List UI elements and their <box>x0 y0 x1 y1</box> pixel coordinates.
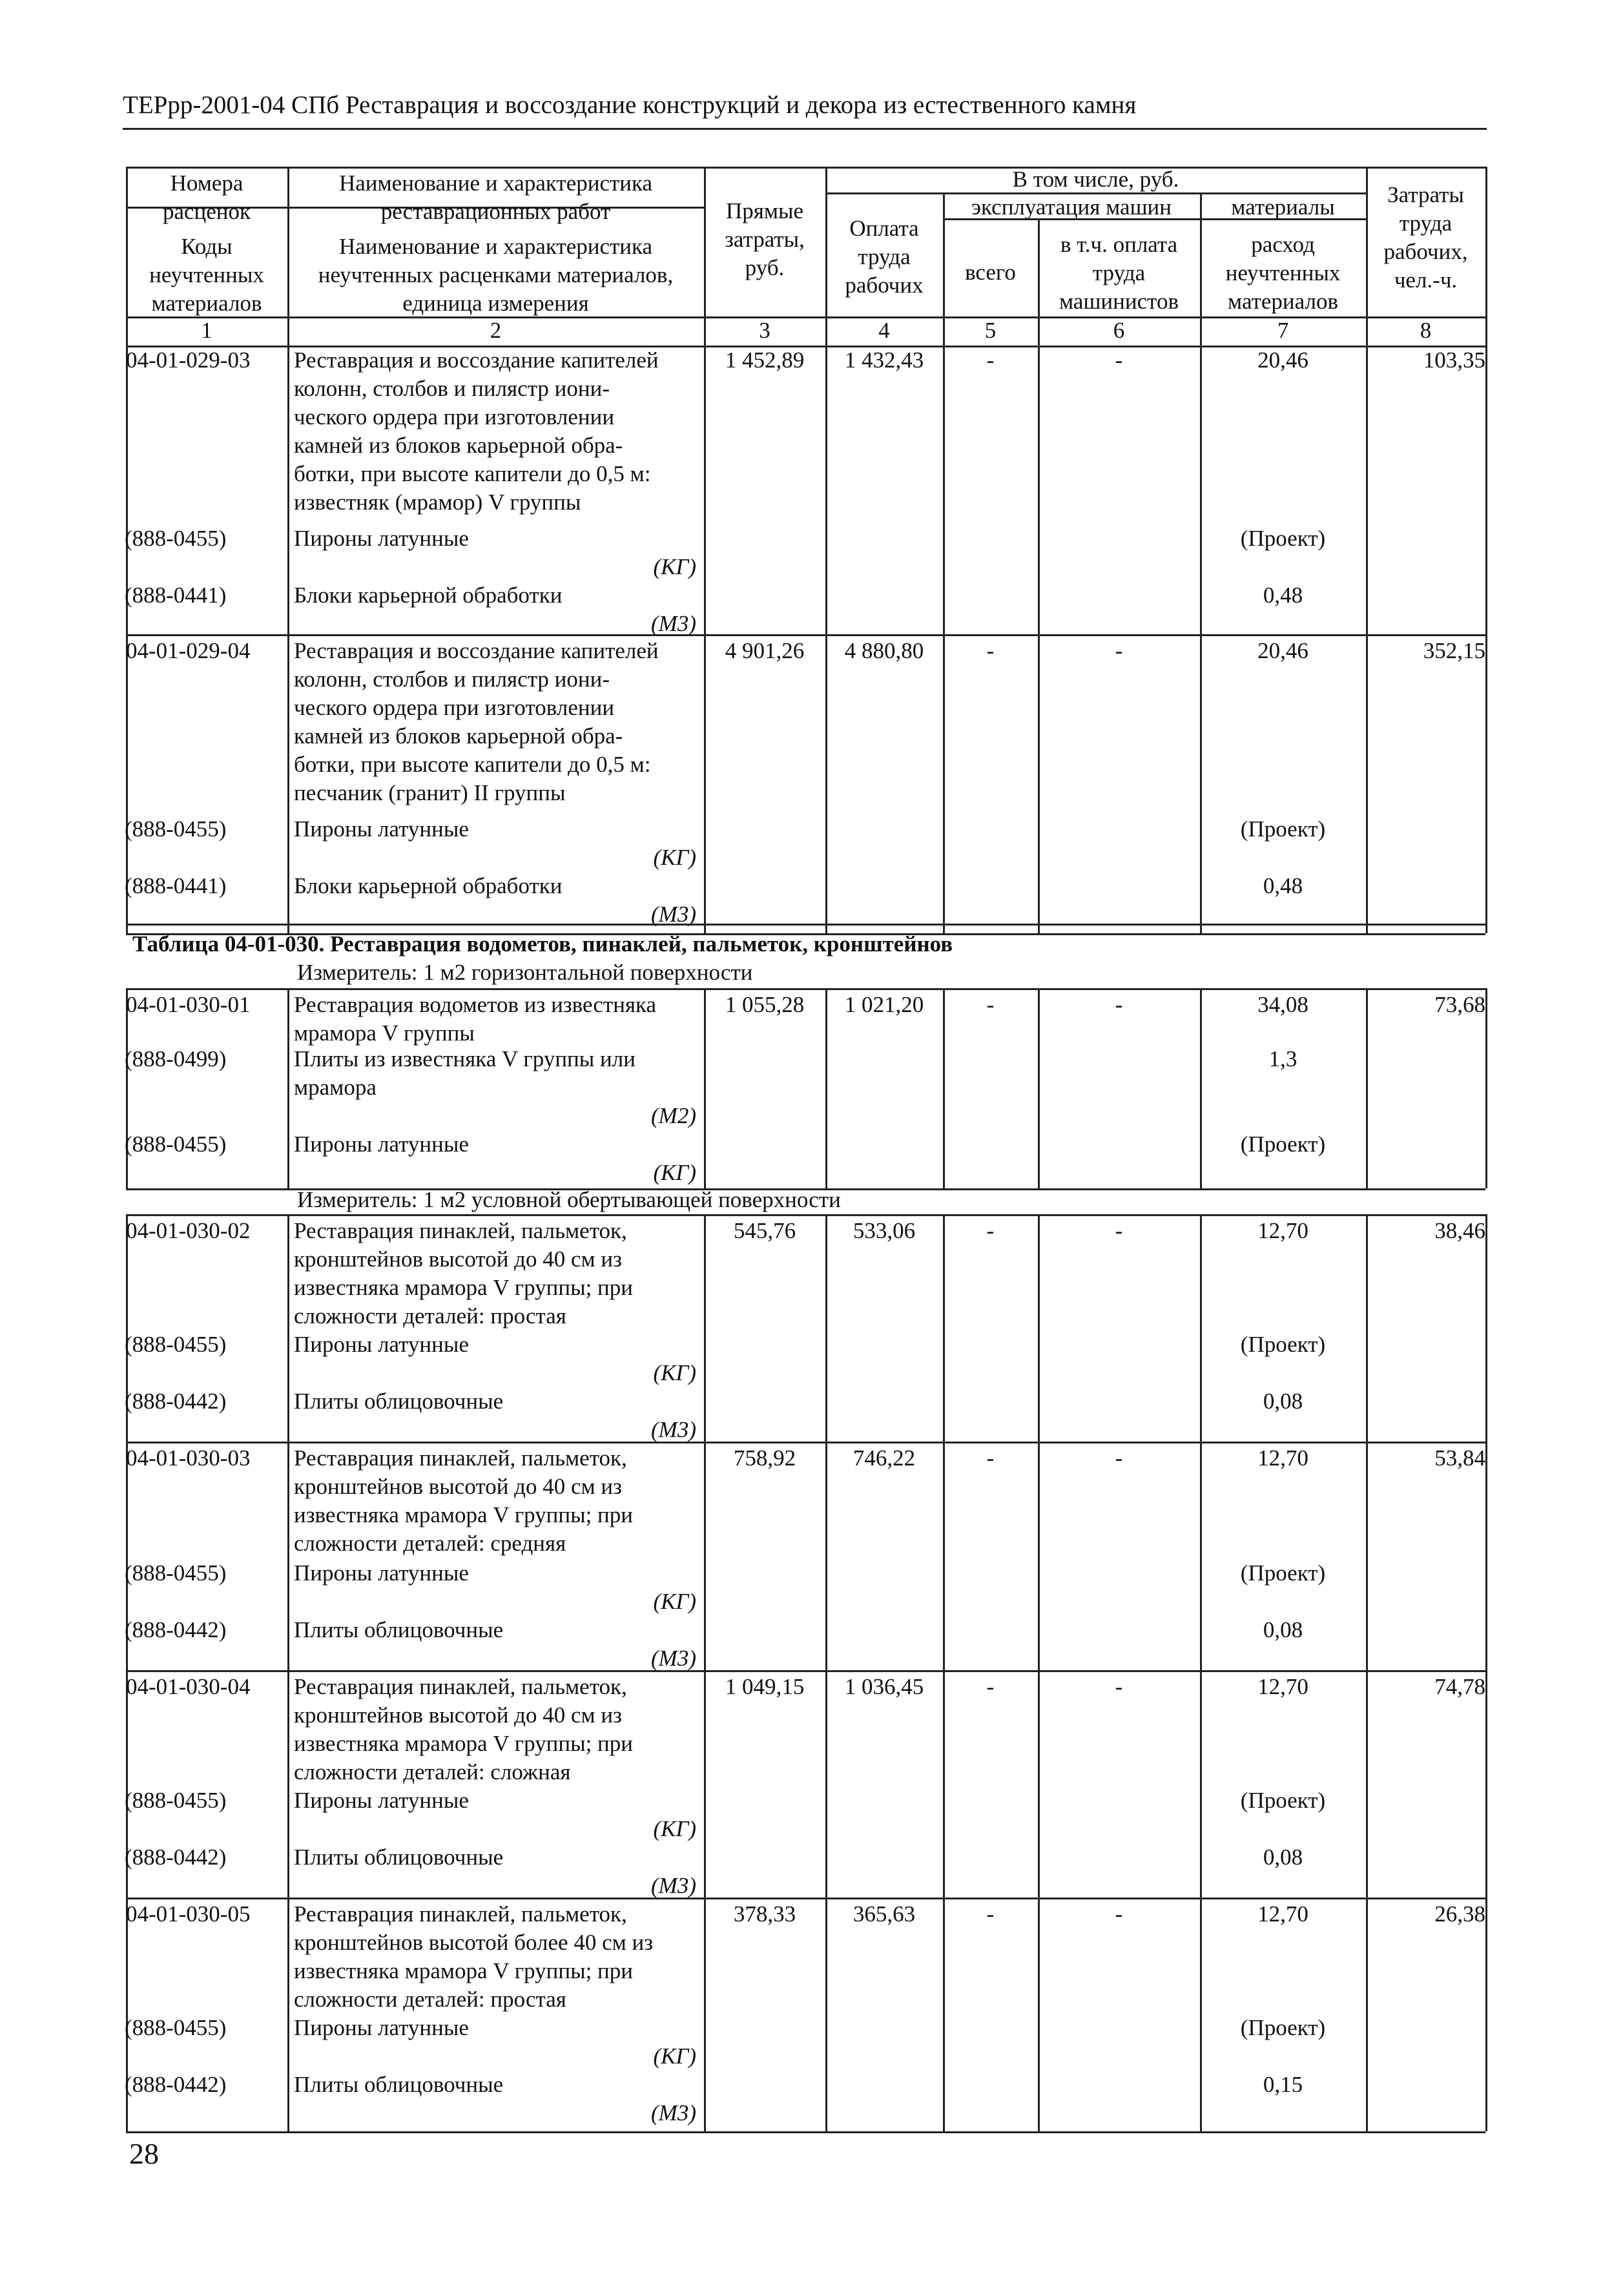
material-consumption: 1,3 <box>1268 1046 1297 1071</box>
material-name: Блоки карьерной обработки <box>294 583 563 608</box>
labor-cost: 365,63 <box>853 1901 916 1927</box>
section-top-border <box>126 988 1485 990</box>
direct-cost: 758,92 <box>733 1445 796 1471</box>
machinist-cost: - <box>1115 1901 1123 1927</box>
unit-tag: (М2) <box>651 1103 696 1128</box>
column-number: 7 <box>1277 318 1289 343</box>
block-divider <box>126 1442 1485 1443</box>
materials-cost: 34,08 <box>1257 992 1308 1017</box>
machine-cost: - <box>986 1445 995 1471</box>
materials-cost: 12,70 <box>1257 1218 1308 1243</box>
header-col3: Прямые затраты, руб. <box>725 198 805 280</box>
material-code: (888-0441) <box>125 873 227 898</box>
machine-cost: - <box>986 638 995 663</box>
labor-cost: 1 432,43 <box>844 347 924 373</box>
rate-code: 04-01-029-04 <box>126 638 251 663</box>
header-col8: Затраты труда рабочих, чел.-ч. <box>1383 182 1468 293</box>
rate-code: 04-01-029-03 <box>126 347 251 373</box>
materials-cost: 12,70 <box>1257 1901 1308 1927</box>
direct-cost: 545,76 <box>733 1218 796 1243</box>
unit-tag: (М3) <box>651 611 696 636</box>
unit-tag: (КГ) <box>653 1589 696 1614</box>
material-consumption: 0,48 <box>1263 583 1303 608</box>
block-divider <box>126 1670 1485 1672</box>
material-code: (888-0455) <box>125 816 227 842</box>
unit-tag: (М3) <box>651 1417 696 1442</box>
direct-cost: 1 452,89 <box>725 347 805 373</box>
material-code: (888-0455) <box>125 1132 227 1157</box>
labor-cost: 1 036,45 <box>844 1674 924 1699</box>
column-number: 1 <box>201 318 212 343</box>
direct-cost: 1 055,28 <box>725 992 805 1017</box>
material-consumption: (Проект) <box>1240 526 1326 551</box>
labor-hours: 73,68 <box>1434 992 1485 1017</box>
machine-cost: - <box>986 347 995 373</box>
machinist-cost: - <box>1115 992 1123 1017</box>
rate-description: Реставрация и воссоздание капителей колонн, столбов и пилястр иони- ческого ордера при изготовлении камней из блоков карьерной обра- ботки, при высоте капители до 0,5 м: песчаник (гранит) II группы <box>294 638 659 805</box>
header-col2-top: Наименование и характеристика реставрационных работ <box>338 171 653 224</box>
rate-code: 04-01-030-03 <box>126 1445 251 1471</box>
column-number: 6 <box>1113 318 1125 343</box>
rate-description: Реставрация пинаклей, пальметок, кронштейнов высотой до 40 см из известняка мрамора V группы; при сложности деталей: средняя <box>294 1445 634 1556</box>
rate-description: Реставрация и воссоздание капителей колонн, столбов и пилястр иони- ческого ордера при изготовлении камней из блоков карьерной обра- ботки, при высоте капители до 0,5 м: известняк (мрамор) V группы <box>294 347 659 515</box>
col-divider <box>704 167 706 933</box>
direct-cost: 1 049,15 <box>725 1674 805 1699</box>
table-bottom-border <box>126 2131 1485 2133</box>
labor-hours: 53,84 <box>1434 1445 1485 1471</box>
labor-cost: 4 880,80 <box>844 638 924 663</box>
col-divider <box>287 1214 289 2131</box>
measure-unit: Измеритель: 1 м2 горизонтальной поверхности <box>297 960 753 985</box>
material-consumption: (Проект) <box>1240 1332 1326 1357</box>
rate-description: Реставрация пинаклей, пальметок, кронштейнов высотой до 40 см из известняка мрамора V группы; при сложности деталей: сложная <box>294 1674 634 1784</box>
unit-tag: (КГ) <box>653 1160 696 1185</box>
labor-hours: 38,46 <box>1434 1218 1485 1243</box>
rate-description: Реставрация пинаклей, пальметок, кронштейнов высотой более 40 см из известняка мрамора V группы; при сложности деталей: простая <box>294 1901 654 2012</box>
material-code: (888-0441) <box>125 583 227 608</box>
column-number: 4 <box>878 318 890 343</box>
col-divider <box>1485 988 1487 1188</box>
material-code: (888-0455) <box>125 1788 227 1813</box>
material-code: (888-0455) <box>125 1560 227 1586</box>
material-code: (888-0455) <box>125 526 227 551</box>
unit-tag: (М3) <box>651 902 696 927</box>
column-number: 2 <box>490 318 502 343</box>
material-consumption: (Проект) <box>1240 1132 1326 1157</box>
page-header: ТЕРрр-2001-04 СПб Реставрация и воссоздание конструкций и декора из естественного камня <box>123 91 1137 119</box>
machinist-cost: - <box>1115 1445 1123 1471</box>
measure-unit: Измеритель: 1 м2 условной обертывающей поверхности <box>297 1187 841 1212</box>
unit-tag: (М3) <box>651 1873 696 1898</box>
rate-code: 04-01-030-05 <box>126 1901 251 1927</box>
material-code: (888-0442) <box>125 2072 227 2097</box>
header-machines: эксплуатация машин <box>971 194 1172 220</box>
machinist-cost: - <box>1115 1218 1123 1243</box>
header-materials: материалы <box>1231 194 1335 220</box>
unit-tag: (КГ) <box>653 1816 696 1841</box>
unit-tag: (М3) <box>651 1646 696 1671</box>
col-divider <box>943 192 945 933</box>
labor-hours: 26,38 <box>1434 1901 1485 1927</box>
material-consumption: 0,15 <box>1263 2072 1303 2097</box>
column-number: 5 <box>984 318 997 343</box>
labor-cost: 1 021,20 <box>844 992 924 1017</box>
materials-cost: 20,46 <box>1257 347 1308 373</box>
column-number: 8 <box>1420 318 1432 343</box>
material-name: Пироны латунные <box>294 526 469 551</box>
machine-cost: - <box>986 1901 995 1927</box>
block-divider <box>126 924 1485 926</box>
material-code: (888-0499) <box>125 1046 227 1071</box>
material-consumption: 0,48 <box>1263 873 1303 898</box>
header-col5: всего <box>965 260 1016 285</box>
unit-tag: (КГ) <box>653 2043 696 2069</box>
col-divider <box>1485 1214 1487 2131</box>
labor-hours: 103,35 <box>1423 347 1485 373</box>
labor-hours: 352,15 <box>1423 638 1485 663</box>
material-consumption: 0,08 <box>1263 1389 1303 1414</box>
labor-hours: 74,78 <box>1434 1674 1485 1699</box>
header-group: В том числе, руб. <box>1012 167 1179 192</box>
material-code: (888-0455) <box>125 1332 227 1357</box>
material-name: Пироны латунные <box>294 1788 469 1813</box>
material-consumption: (Проект) <box>1240 1788 1326 1813</box>
material-name: Плиты облицовочные <box>294 1617 504 1642</box>
rate-description: Реставрация водометов из известняка мрамора V группы <box>294 992 657 1046</box>
material-name: Пироны латунные <box>294 2015 469 2040</box>
material-code: (888-0455) <box>125 2015 227 2040</box>
col-divider <box>1366 167 1368 933</box>
material-consumption: (Проект) <box>1240 816 1326 842</box>
machine-cost: - <box>986 992 995 1017</box>
material-consumption: 0,08 <box>1263 1845 1303 1870</box>
header-col1-bottom: Коды неучтенных материалов <box>149 234 264 316</box>
col-divider <box>825 167 827 933</box>
material-name: Плиты облицовочные <box>294 2072 504 2097</box>
column-number: 3 <box>759 318 770 343</box>
rate-code: 04-01-030-04 <box>126 1674 251 1699</box>
header-col7: расход неучтенных материалов <box>1225 232 1341 314</box>
block-divider <box>126 1898 1485 1899</box>
table-right-border <box>1485 167 1487 933</box>
header-col6: в т.ч. оплата труда машинистов <box>1059 232 1179 314</box>
rate-code: 04-01-030-02 <box>126 1218 251 1243</box>
col-divider <box>287 167 289 933</box>
header-col4: Оплата труда рабочих <box>845 216 924 298</box>
unit-tag: (КГ) <box>653 554 696 579</box>
direct-cost: 378,33 <box>733 1901 796 1927</box>
material-name: Пироны латунные <box>294 1332 469 1357</box>
rate-code: 04-01-030-01 <box>126 992 251 1017</box>
machine-cost: - <box>986 1674 995 1699</box>
section-top-border <box>126 1214 1485 1216</box>
page-number: 28 <box>129 2137 159 2170</box>
material-consumption: 0,08 <box>1263 1617 1303 1642</box>
header-col2-bottom: Наименование и характеристика неучтенных расценками материалов, единица измерения <box>318 234 674 316</box>
materials-cost: 20,46 <box>1257 638 1308 663</box>
material-code: (888-0442) <box>125 1845 227 1870</box>
unit-tag: (КГ) <box>653 845 696 870</box>
block-divider <box>126 634 1485 636</box>
material-consumption: (Проект) <box>1240 1560 1326 1586</box>
material-consumption: (Проект) <box>1240 2015 1326 2040</box>
col-divider <box>1038 218 1040 933</box>
material-name: Плиты из известняка V группы или мрамора <box>294 1046 636 1100</box>
table-title: Таблица 04-01-030. Реставрация водометов, пинаклей, пальметок, кронштейнов <box>132 931 953 957</box>
material-name: Блоки карьерной обработки <box>294 873 563 898</box>
material-name: Пироны латунные <box>294 816 469 842</box>
material-code: (888-0442) <box>125 1389 227 1414</box>
material-name: Плиты облицовочные <box>294 1845 504 1870</box>
materials-cost: 12,70 <box>1257 1674 1308 1699</box>
material-name: Плиты облицовочные <box>294 1389 504 1414</box>
unit-tag: (КГ) <box>653 1360 696 1385</box>
labor-cost: 533,06 <box>853 1218 916 1243</box>
material-code: (888-0442) <box>125 1617 227 1642</box>
machine-cost: - <box>986 1218 995 1243</box>
material-name: Пироны латунные <box>294 1132 469 1157</box>
header-col1-top: Номера расценок <box>162 171 251 224</box>
unit-tag: (М3) <box>651 2100 696 2125</box>
material-name: Пироны латунные <box>294 1560 469 1586</box>
direct-cost: 4 901,26 <box>725 638 805 663</box>
machinist-cost: - <box>1115 1674 1123 1699</box>
machinist-cost: - <box>1115 347 1123 373</box>
rate-description: Реставрация пинаклей, пальметок, кронштейнов высотой до 40 см из известняка мрамора V группы; при сложности деталей: простая <box>294 1218 634 1329</box>
machinist-cost: - <box>1115 638 1123 663</box>
labor-cost: 746,22 <box>853 1445 916 1471</box>
materials-cost: 12,70 <box>1257 1445 1308 1471</box>
